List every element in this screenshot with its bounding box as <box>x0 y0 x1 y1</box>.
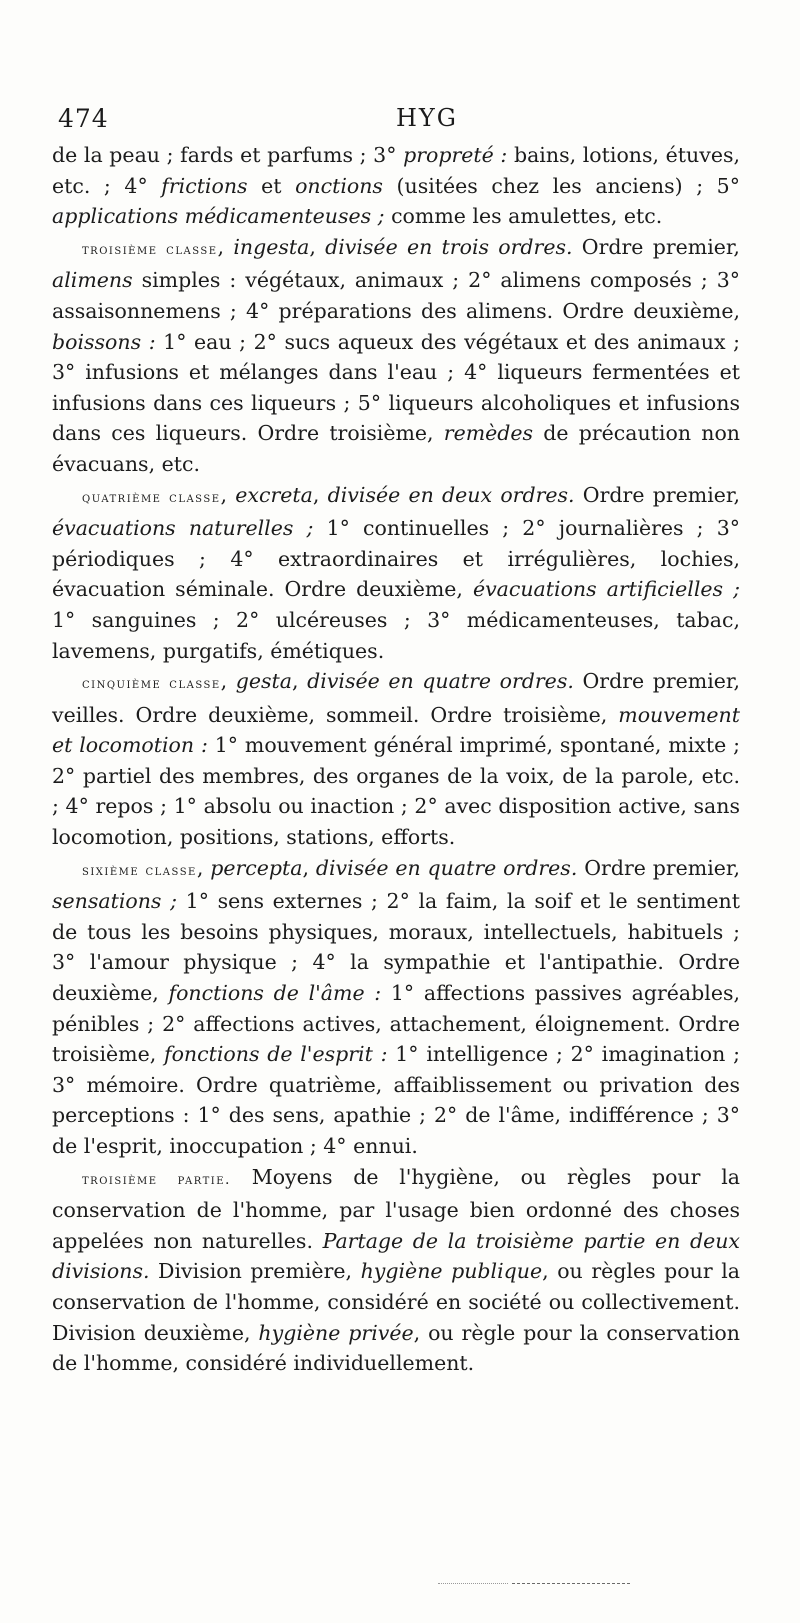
section-heading: troisième classe <box>82 241 218 258</box>
running-head: HYG <box>396 104 458 132</box>
footer-rule <box>512 1583 630 1584</box>
section-heading: sixième classe <box>82 862 197 879</box>
section-heading: quatrième classe <box>82 489 221 506</box>
body-text <box>52 140 740 1379</box>
paragraph-fifth-class: cinquième classe, gesta, divisée en quatre ordres. Ordre premier, veilles. Ordre deuxième, sommeil. Ordre troisième, mouvement et locomotion : 1° mouvement général imprimé, spontané, mixte ; 2° partiel des membres, des organes de la voix, de la parole, etc. ; 4° repos ; 1° absolu ou inaction ; 2° avec disposition active, sans locomotion, positions, stations, efforts. <box>52 669 740 850</box>
paragraph-sixth-class: sixième classe, percepta, divisée en quatre ordres. Ordre premier, sensations ; 1° sens externes ; 2° la faim, la soif et le sentiment de tous les besoins physiques, moraux, intellectuels, habituels ; 3° l'amour physique ; 4° la sympathie et l'antipathie. Ordre deuxième, fonctions de l'âme : 1° affections passives agréables, pénibles ; 2° affections actives, attachement, éloignement. Ordre troisième, fonctions de l'esprit : 1° intelligence ; 2° imagination ; 3° mémoire. Ordre quatrième, affaiblissement ou privation des perceptions : 1° des sens, apathie ; 2° de l'âme, indifférence ; 3° de l'esprit, inoccupation ; 4° ennui. <box>52 855 741 1158</box>
paragraph-third-class: troisième classe, ingesta, divisée en trois ordres. Ordre premier, alimens simples : végétaux, animaux ; 2° alimens composés ; 3° assaisonnemens ; 4° préparations des alimens. Ordre deuxième, boissons : 1° eau ; 2° sucs aqueux des végétaux et des animaux ; 3° infusions et mélanges dans l'eau ; 4° liqueurs fermentées et infusions dans ces liqueurs ; 5° liqueurs alcoholiques et infusions dans ces liqueurs. Ordre troisième, remèdes de précaution non évacuans, etc. <box>52 234 740 476</box>
paragraph-continuation: de la peau ; fards et parfums ; 3° propreté : bains, lotions, étuves, etc. ; 4° frictions et onctions (usitées chez les anciens) ; 5° applications médicamenteuses ; comme les amulettes, etc. <box>52 143 740 229</box>
page-number: 474 <box>58 104 109 133</box>
section-heading: troisième partie. <box>82 1171 231 1188</box>
footer-dotted-rule <box>438 1583 508 1584</box>
paragraph-fourth-class: quatrième classe, excreta, divisée en deux ordres. Ordre premier, évacuations naturelles ; 1° continuelles ; 2° journalières ; 3° périodiques ; 4° extraordinaires et irrégulières, lochies, évacuation séminale. Ordre deuxième, évacuations artificielles ; 1° sanguines ; 2° ulcéreuses ; 3° médicamenteuses, tabac, lavemens, purgatifs, émétiques. <box>52 482 740 663</box>
section-heading: cinquième classe <box>82 676 221 693</box>
paragraph-third-part: troisième partie. Moyens de l'hygiène, ou règles pour la conservation de l'homme, par l'usage bien ordonné des choses appelées non naturelles. Partage de la troisième partie en deux divisions. Division première, hygiène publique, ou règles pour la conservation de l'homme, considéré en société ou collectivement. Division deuxième, hygiène privée, ou règle pour la conservation de l'homme, considéré individuellement. <box>52 1164 740 1376</box>
page-header <box>58 104 748 144</box>
